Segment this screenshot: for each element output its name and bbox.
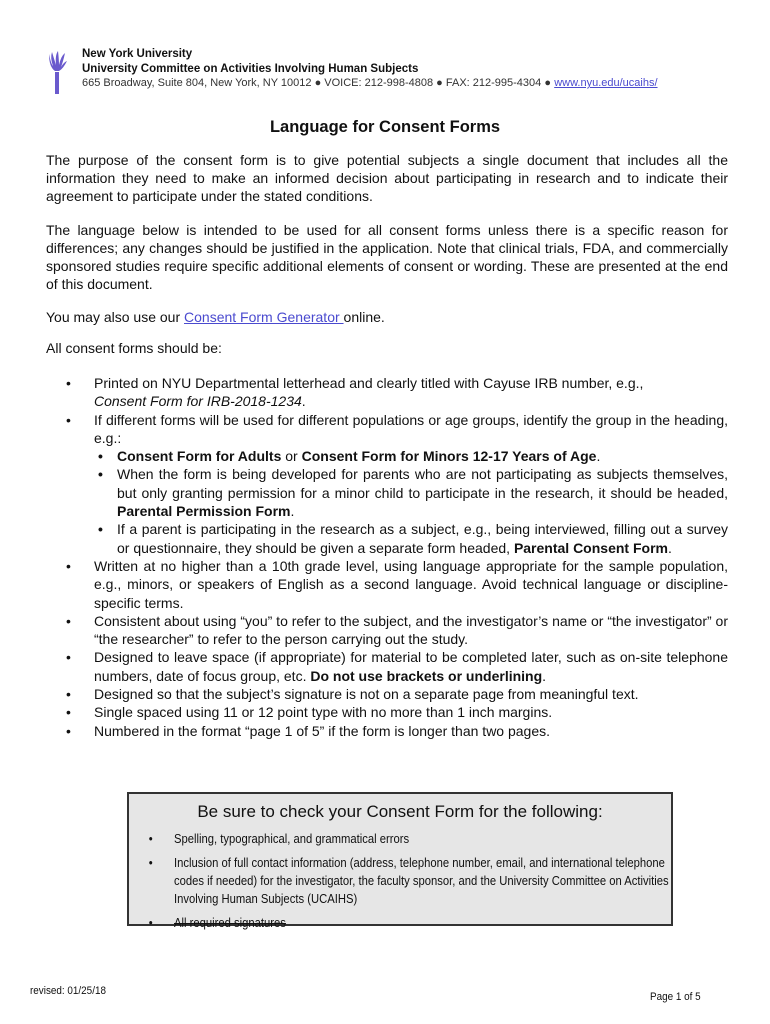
text: If a parent is participating in the research as a subject, e.g., being interviewed, filling out a survey or questionnaire, they should be given a separate form headed, [117,521,728,556]
text: If different forms will be used for different populations or age groups, identify the group in the heading, e.g.: [94,411,728,446]
text: You may also use our [46,309,185,325]
list-item: • Written at no higher than a 10th grade level, using language appropriate for the sample population, e.g., minors, or speakers of English as a second language. Avoid technical language or discipline-specific terms. [46,557,728,612]
list-item: • Single spaced using 11 or 12 point type with no more than 1 inch margins. [46,703,728,721]
page-title: Language for Consent Forms [269,118,501,136]
checklist-item: • Spelling, typographical, and grammatical errors [129,830,669,848]
checklist-item: • Inclusion of full contact information (address, telephone number, email, and international telephone codes if needed) for the investigator, the faculty sponsor, and the University Committee on Activities Involving Human Subjects (UCAIHS) [129,854,669,908]
text: Parental Consent Form [513,539,668,556]
text: Printed on NYU Departmental letterhead and clearly titled with Cayuse IRB number, e.g., [94,375,644,391]
checklist-title: Be sure to check your Consent Form for the following: [197,802,603,821]
intro-paragraph: The purpose of the consent form is to give potential subjects a single document that includes all the information they need to make an informed decision about participating in research and to indicate their agreement to participate under the stated conditions. [46,152,728,204]
checklist-item: • All required signatures [129,914,669,932]
language-paragraph: The language below is intended to be used for all consent forms unless there is a specific reason for differences; any changes should be justified in the application. Note that clinical trials, FDA, and commercially sponsored studies require specific additional elements of consent or wording. These are presented at the end of this document. [46,222,728,292]
text: Consent Form for Adults [117,448,282,465]
text: Parental Permission Form [117,503,291,520]
text: online. [343,309,385,325]
list-item: • If a parent is participating in the research as a subject, e.g., being interviewed, filling out a survey or questionnaire, they should be given a separate form headed, Parental Consent Form. [94,520,728,557]
nyu-torch-logo [46,50,68,96]
example-text: Consent Form for IRB-2018-1234 [94,393,302,410]
text: Do not use brackets or underlining [310,667,543,684]
committee-name: University Committee on Activities Involving Human Subjects [82,62,419,75]
revision-date: revised: 01/25/18 [30,985,106,997]
page-number: Page 1 of 5 [650,991,701,1003]
checklist [129,830,669,938]
list-item: • Consistent about using “you” to refer to the subject, and the investigator’s name or “the investigator” or “the researcher” to refer to the person carrying out the study. [46,612,728,649]
org-name: New York University [82,48,193,60]
list-item: • Numbered in the format “page 1 of 5” if the form is longer than two pages. [46,722,728,740]
text: Consent Form for Minors 12-17 Years of Age [301,448,597,465]
checklist-box [127,792,673,930]
sub-list [94,447,728,557]
address: 665 Broadway, Suite 804, New York, NY 10012 ● VOICE: 212-998-4808 ● FAX: 212-995-4304 ● [82,77,551,89]
text: or [281,448,302,465]
list-item: • Consent Form for Adults or Consent Form for Minors 12-17 Years of Age. [94,447,728,465]
requirements-list [46,374,728,740]
website-link[interactable]: www.nyu.edu/ucaihs/ [554,77,658,89]
list-item: • Designed so that the subject’s signature is not on a separate page from meaningful text. [46,685,728,703]
letterhead [82,47,658,91]
list-item: • When the form is being developed for parents who are not participating as subjects themselves, but only granting permission for a minor child to participate in the research, it should be headed, Parental Permission Form. [94,465,728,520]
list-item: • Printed on NYU Departmental letterhead and clearly titled with Cayuse IRB number, e.g., Consent Form for IRB-2018-1234. [46,374,728,411]
text: Designed to leave space (if appropriate) for material to be completed later, such as on-site telephone numbers, date of focus group, etc. [94,649,728,684]
list-item: • Designed to leave space (if appropriate) for material to be completed later, such as on-site telephone numbers, date of focus group, etc. Do not use brackets or underlining. [46,648,728,685]
list-item [46,411,728,557]
text: When the form is being developed for parents who are not participating as subjects themselves, but only granting permission for a minor child to participate in the research, it should be headed, [117,466,728,501]
generator-paragraph [46,308,728,326]
consent-form-generator-link[interactable]: Consent Form Generator [184,309,344,325]
requirements-intro: All consent forms should be: [46,340,222,356]
